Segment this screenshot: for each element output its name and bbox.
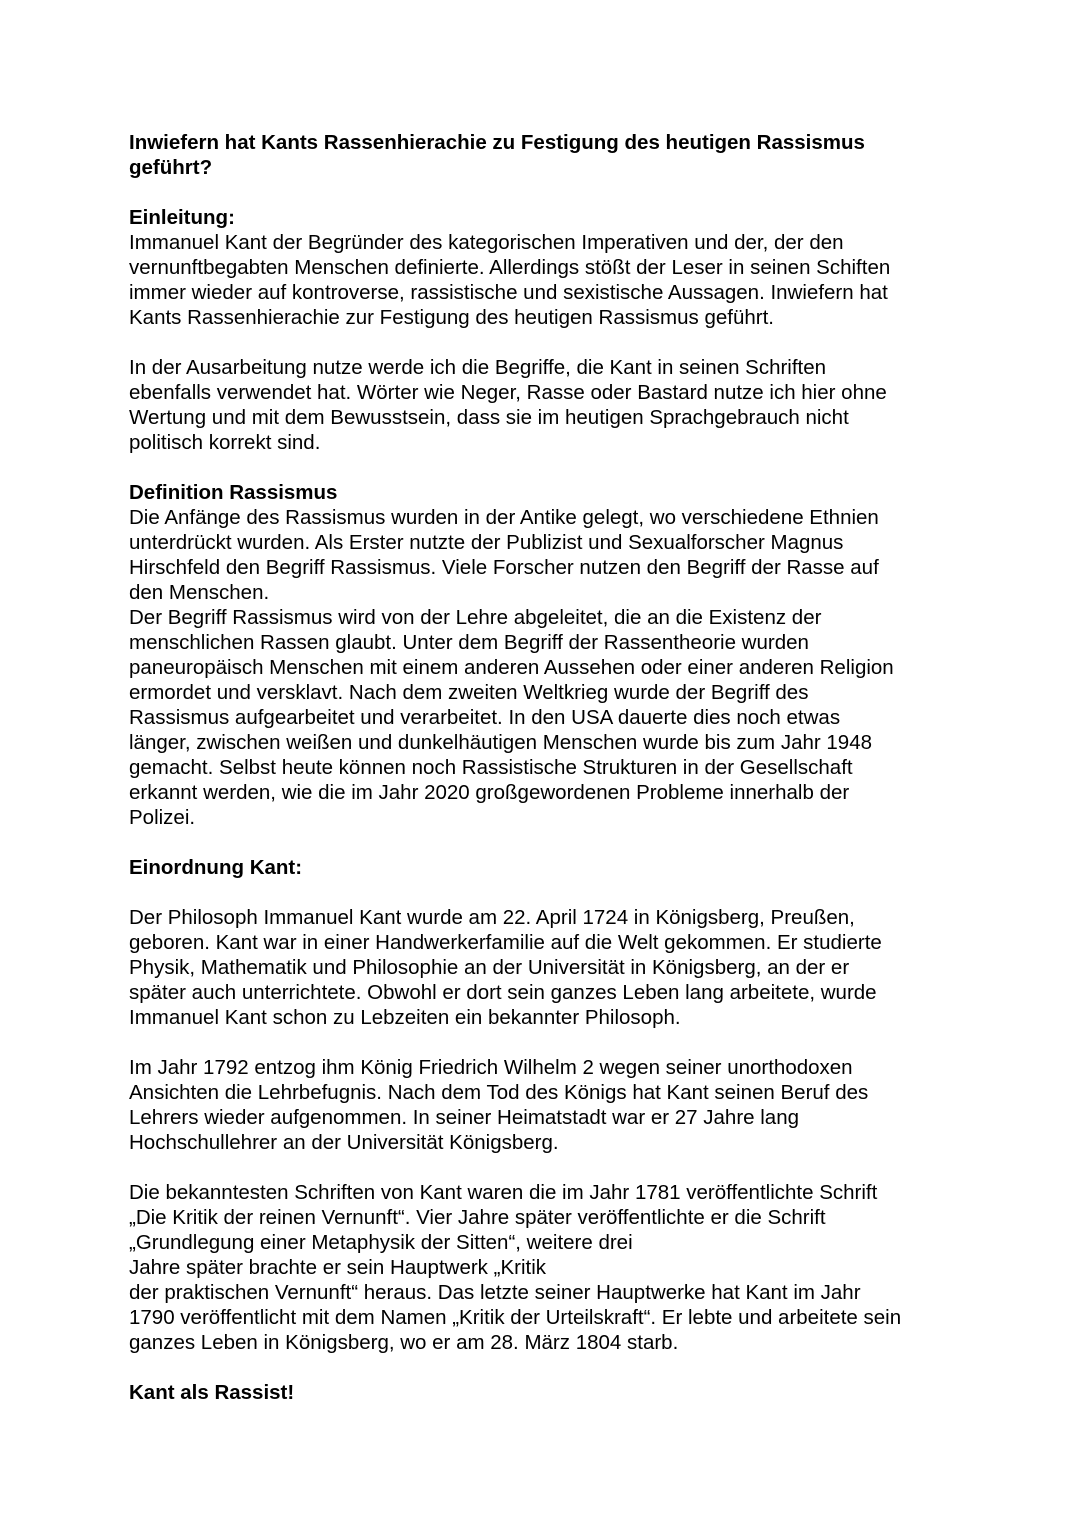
section-rassist [129, 1380, 959, 1405]
title-line: geführt? [129, 156, 213, 179]
text-line: Kants Rassenhierachie zur Festigung des heutigen Rassismus geführt. [129, 306, 774, 329]
text-line: Hirschfeld den Begriff Rassismus. Viele Forscher nutzen den Begriff der Rasse auf [129, 556, 879, 579]
text-line: Jahre später brachte er sein Hauptwerk „Kritik [129, 1256, 547, 1279]
text-line: unterdrückt wurden. Als Erster nutzte der Publizist und Sexualforscher Magnus [129, 531, 844, 554]
section-heading: Kant als Rassist! [129, 1381, 295, 1404]
document-title [129, 130, 959, 180]
text-line: gemacht. Selbst heute können noch Rassistische Strukturen in der Gesellschaft [129, 756, 853, 779]
text-line: erkannt werden, wie die im Jahr 2020 großgewordenen Probleme innerhalb der [129, 781, 850, 804]
document-body [129, 130, 959, 1405]
text-line: Der Begriff Rassismus wird von der Lehre abgeleitet, die an die Existenz der [129, 606, 822, 629]
text-line: vernunftbegabten Menschen definierte. Allerdings stößt der Leser in seinen Schiften [129, 256, 891, 279]
text-line: Ansichten die Lehrbefugnis. Nach dem Tod des Königs hat Kant seinen Beruf des [129, 1081, 869, 1104]
text-line: geboren. Kant war in einer Handwerkerfamilie auf die Welt gekommen. Er studierte [129, 931, 882, 954]
text-line: „Grundlegung einer Metaphysik der Sitten“, weitere drei [129, 1231, 633, 1254]
text-line: immer wieder auf kontroverse, rassistische und sexistische Aussagen. Inwiefern hat [129, 281, 888, 304]
text-line: Immanuel Kant der Begründer des kategorischen Imperativen und der, der den [129, 231, 844, 254]
paragraph [129, 355, 959, 455]
text-line: menschlichen Rassen glaubt. Unter dem Begriff der Rassentheorie wurden [129, 631, 809, 654]
text-line: Wertung und mit dem Bewusstsein, dass sie im heutigen Sprachgebrauch nicht [129, 406, 849, 429]
text-line: Immanuel Kant schon zu Lebzeiten ein bekannter Philosoph. [129, 1006, 681, 1029]
section-heading: Einleitung: [129, 206, 235, 229]
section-heading: Einordnung Kant: [129, 856, 303, 879]
text-line: ebenfalls verwendet hat. Wörter wie Neger, Rasse oder Bastard nutze ich hier ohne [129, 381, 887, 404]
text-line: den Menschen. [129, 581, 270, 604]
paragraph [129, 1055, 959, 1155]
section-heading: Definition Rassismus [129, 481, 338, 504]
text-line: Die Anfänge des Rassismus wurden in der Antike gelegt, wo verschiedene Ethnien [129, 506, 879, 529]
text-line: politisch korrekt sind. [129, 431, 321, 454]
text-line: Lehrers wieder aufgenommen. In seiner Heimatstadt war er 27 Jahre lang [129, 1106, 800, 1129]
text-line: später auch unterrichtete. Obwohl er dort sein ganzes Leben lang arbeitete, wurde [129, 981, 877, 1004]
text-line: Physik, Mathematik und Philosophie an der Universität in Königsberg, an der er [129, 956, 850, 979]
paragraph [129, 905, 959, 1030]
text-line: Polizei. [129, 806, 196, 829]
title-line: Inwiefern hat Kants Rassenhierachie zu Festigung des heutigen Rassismus [129, 131, 865, 154]
text-line: „Die Kritik der reinen Vernunft“. Vier Jahre später veröffentlichte er die Schrift [129, 1206, 826, 1229]
text-line: ganzes Leben in Königsberg, wo er am 28. März 1804 starb. [129, 1331, 679, 1354]
text-line: Im Jahr 1792 entzog ihm König Friedrich Wilhelm 2 wegen seiner unorthodoxen [129, 1056, 853, 1079]
paragraph [129, 230, 959, 330]
text-line: Der Philosoph Immanuel Kant wurde am 22. April 1724 in Königsberg, Preußen, [129, 906, 855, 929]
section-definition [129, 480, 959, 830]
text-line: In der Ausarbeitung nutze werde ich die Begriffe, die Kant in seinen Schriften [129, 356, 827, 379]
text-line: Die bekanntesten Schriften von Kant waren die im Jahr 1781 veröffentlichte Schrift [129, 1181, 878, 1204]
text-line: der praktischen Vernunft“ heraus. Das letzte seiner Hauptwerke hat Kant im Jahr [129, 1281, 861, 1304]
text-line: paneuropäisch Menschen mit einem anderen Aussehen oder einer anderen Religion [129, 656, 894, 679]
paragraph [129, 1180, 959, 1355]
section-einleitung [129, 205, 959, 455]
text-line: länger, zwischen weißen und dunkelhäutigen Menschen wurde bis zum Jahr 1948 [129, 731, 873, 754]
text-line: 1790 veröffentlicht mit dem Namen „Kritik der Urteilskraft“. Er lebte und arbeitete sein [129, 1306, 902, 1329]
text-line: Hochschullehrer an der Universität Königsberg. [129, 1131, 559, 1154]
paragraph [129, 505, 959, 830]
text-line: ermordet und versklavt. Nach dem zweiten Weltkrieg wurde der Begriff des [129, 681, 809, 704]
text-line: Rassismus aufgearbeitet und verarbeitet. In den USA dauerte dies noch etwas [129, 706, 841, 729]
section-einordnung [129, 855, 959, 1355]
